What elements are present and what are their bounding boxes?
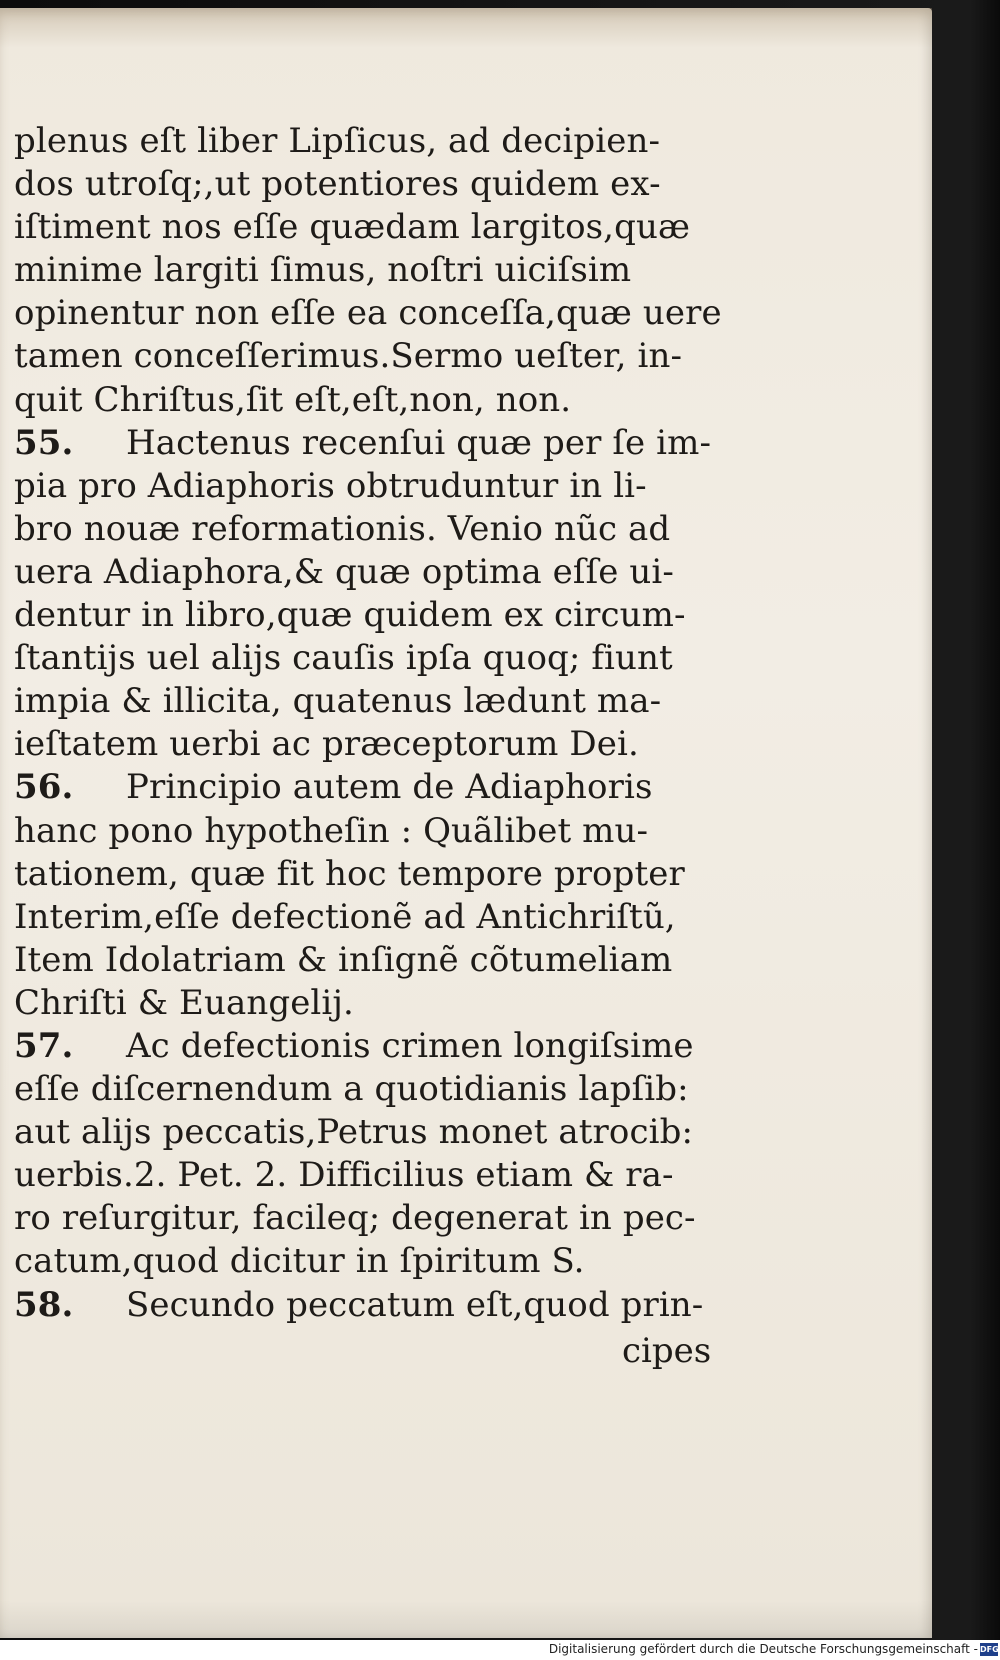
- line-text: uerbis.2. Pet. 2. Difficilius etiam & ra-: [14, 1155, 674, 1196]
- footer-bar: [0, 1640, 1000, 1660]
- line-text: eſſe diſcernendum a quotidianis lapſib:: [14, 1069, 689, 1110]
- line-text: pia pro Adiaphoris obtruduntur in li-: [14, 465, 647, 506]
- line-text: minime largiti ſimus, noſtri uiciſsim: [14, 250, 632, 291]
- line-text: Secundo peccatum eſt,quod prin-: [126, 1284, 704, 1325]
- line-text: tamen conceſſerimus.Sermo ueſter, in-: [14, 336, 683, 377]
- line-text: ieſtatem uerbi ac præceptorum Dei.: [14, 724, 639, 765]
- line-text: uera Adiaphora,& quæ optima eſſe ui-: [14, 551, 674, 592]
- page-top-edge: [0, 8, 932, 48]
- text-line: [14, 422, 714, 465]
- text-line: [14, 379, 714, 422]
- text-line: [14, 292, 722, 335]
- text-line: [14, 1025, 714, 1068]
- line-text: Ac defectionis crimen longiſsime: [126, 1025, 694, 1066]
- text-line: [14, 508, 714, 551]
- text-line: [14, 1154, 714, 1197]
- paragraph-number: 56.: [14, 767, 74, 808]
- dfg-logo: DFG: [980, 1645, 999, 1654]
- catchword: cipes: [622, 1331, 712, 1371]
- text-line: [14, 120, 714, 163]
- line-text: ſtantijs uel alijs cauſis ipſa quoq; fiunt: [14, 638, 673, 679]
- text-line: [14, 1284, 714, 1327]
- line-text: dentur in libro,quæ quidem ex circum-: [14, 595, 686, 636]
- text-line: [14, 723, 714, 766]
- text-line: [14, 896, 714, 939]
- text-line: [14, 1197, 714, 1240]
- footer-credit: Digitalisierung gefördert durch die Deutsche Forschungsgemeinschaft -: [548, 1642, 978, 1656]
- line-text: Interim,eſſe defectionẽ ad Antichriſtũ,: [14, 896, 676, 937]
- line-text: iſtiment nos eſſe quædam largitos,quæ: [14, 207, 691, 248]
- text-line: [14, 1068, 714, 1111]
- text-line: [14, 335, 714, 378]
- line-text: bro nouæ reformationis. Venio nũc ad: [14, 508, 671, 549]
- text-line: [14, 680, 714, 723]
- line-text: aut alijs peccatis,Petrus monet atrocib:: [14, 1112, 694, 1153]
- text-line: [14, 249, 714, 292]
- text-line: [14, 1111, 714, 1154]
- line-text: hanc pono hypotheſin : Quãlibet mu-: [14, 810, 649, 851]
- paragraph-number: 57.: [14, 1025, 74, 1066]
- text-line: [14, 465, 714, 508]
- paragraph-number: 58.: [14, 1284, 74, 1325]
- text-line: [14, 982, 714, 1025]
- line-text: plenus eſt liber Lipſicus, ad decipien-: [14, 121, 661, 161]
- text-line: [14, 637, 714, 680]
- line-text: Principio autem de Adiaphoris: [126, 767, 653, 808]
- line-text: dos utroſq;,ut potentiores quidem ex-: [14, 164, 661, 205]
- text-line: [14, 810, 714, 853]
- text-line: [14, 551, 714, 594]
- page-bottom-shadow: [0, 1600, 932, 1638]
- text-line: [14, 766, 714, 809]
- line-text: opinentur non eſſe ea conceſſa,quæ uere: [14, 293, 722, 334]
- text-line: [14, 853, 714, 896]
- text-line: [14, 939, 714, 982]
- text-line: [14, 1240, 714, 1283]
- paragraph-number: 55.: [14, 422, 74, 463]
- line-text: Chriſti & Euangelij.: [14, 982, 354, 1023]
- line-text: quit Chriſtus,ſit eſt,eſt,non, non.: [14, 379, 572, 420]
- text-line: [14, 206, 714, 249]
- text-line: [14, 163, 714, 206]
- line-text: impia & illicita, quatenus lædunt ma-: [14, 681, 662, 722]
- line-text: catum,quod dicitur in ſpiritum S.: [14, 1241, 585, 1282]
- line-text: Item Idolatriam & inſignẽ cõtumeliam: [14, 939, 673, 980]
- page-text-block: [14, 120, 722, 1327]
- line-text: Hactenus recenſui quæ per ſe im-: [126, 422, 712, 463]
- line-text: tationem, quæ fit hoc tempore propter: [14, 853, 685, 894]
- line-text: ro reſurgitur, facileq; degenerat in pec-: [14, 1198, 696, 1239]
- text-line: [14, 594, 714, 637]
